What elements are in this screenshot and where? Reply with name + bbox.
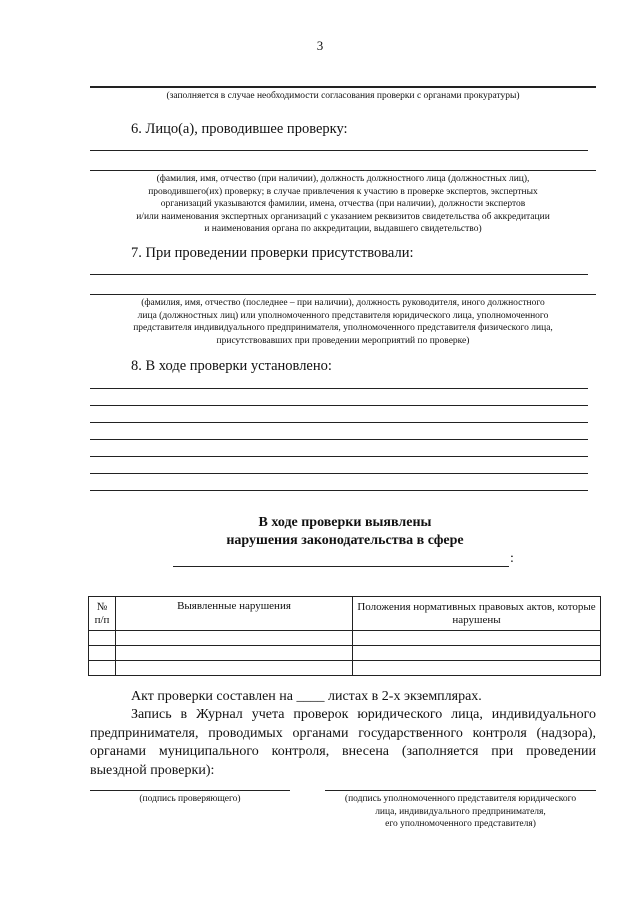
section6-note: (фамилия, имя, отчество (при наличии), должность должностного лица (должностных лиц), проводившего(их) проверку; в случае привлечения к участию в проверке экспертов, экспертных организаций указываются фамилии, имена, отчества (при наличии), должности экспертов и/или наименования экспертных организаций с указанием реквизитов свидетельства об аккредитации и наименования органа по аккредитации, выдавшего свидетельство) <box>136 174 550 234</box>
section8-line-1 <box>90 388 588 389</box>
section7-line-1 <box>90 274 588 275</box>
section8-line-4 <box>90 439 588 440</box>
violations-sphere-line <box>173 566 509 567</box>
section7-note: (фамилия, имя, отчество (последнее – при наличии), должность руководителя, иного должностного лица (должностных лиц) или уполномоченного представителя юридического лица, уполномоченного представителя индивидуального предпринимателя, уполномоченного представителя физического лица, присутствовавших при проведении мероприятий по проверке) <box>133 298 553 346</box>
table-row <box>89 631 601 646</box>
col-violations-header: Выявленные нарушения <box>116 597 353 631</box>
table-row <box>89 661 601 676</box>
act-sheets-text: Акт проверки составлен на ____ листах в 2-х экземплярах. <box>131 689 482 704</box>
section7-heading: 7. При проведении проверки присутствовали: <box>131 245 414 261</box>
section8-heading: 8. В ходе проверки установлено: <box>131 358 332 374</box>
prosecutor-line <box>90 86 596 88</box>
journal-entry-text: Запись в Журнал учета проверок юридического лица, индивидуального предпринимателя, проводимых органами государственного контроля (надзора), органами муниципального контроля, внесена (заполняется при проведении выездной проверки): <box>90 707 596 778</box>
section8-line-7 <box>90 490 588 491</box>
section7-line-2 <box>90 294 596 295</box>
col-num-header: № п/п <box>89 597 116 631</box>
inspector-signature-line <box>90 790 290 791</box>
representative-signature-caption: (подпись уполномоченного представителя юридического лица, индивидуального предпринимателя, его уполномоченного представителя) <box>344 794 577 829</box>
section6-line-1 <box>90 150 588 151</box>
violations-table <box>88 596 601 676</box>
section8-line-6 <box>90 473 588 474</box>
section8-line-3 <box>90 422 588 423</box>
prosecutor-note: (заполняется в случае необходимости согласования проверки с органами прокуратуры) <box>166 91 520 101</box>
representative-signature-line <box>325 790 596 791</box>
section8-line-2 <box>90 405 588 406</box>
page-number: 3 <box>316 38 324 53</box>
violations-title-line1: В ходе проверки выявлены <box>258 515 432 530</box>
section6-line-2 <box>90 170 596 171</box>
violations-title-line2: нарушения законодательства в сфере <box>226 533 464 548</box>
inspector-signature-caption: (подпись проверяющего) <box>139 794 241 804</box>
section8-line-5 <box>90 456 588 457</box>
table-row <box>89 646 601 661</box>
section6-heading: 6. Лицо(а), проводившее проверку: <box>131 121 348 137</box>
violations-colon: : <box>510 551 514 566</box>
col-acts-header: Положения нормативных правовых актов, которые нарушены <box>353 597 601 631</box>
